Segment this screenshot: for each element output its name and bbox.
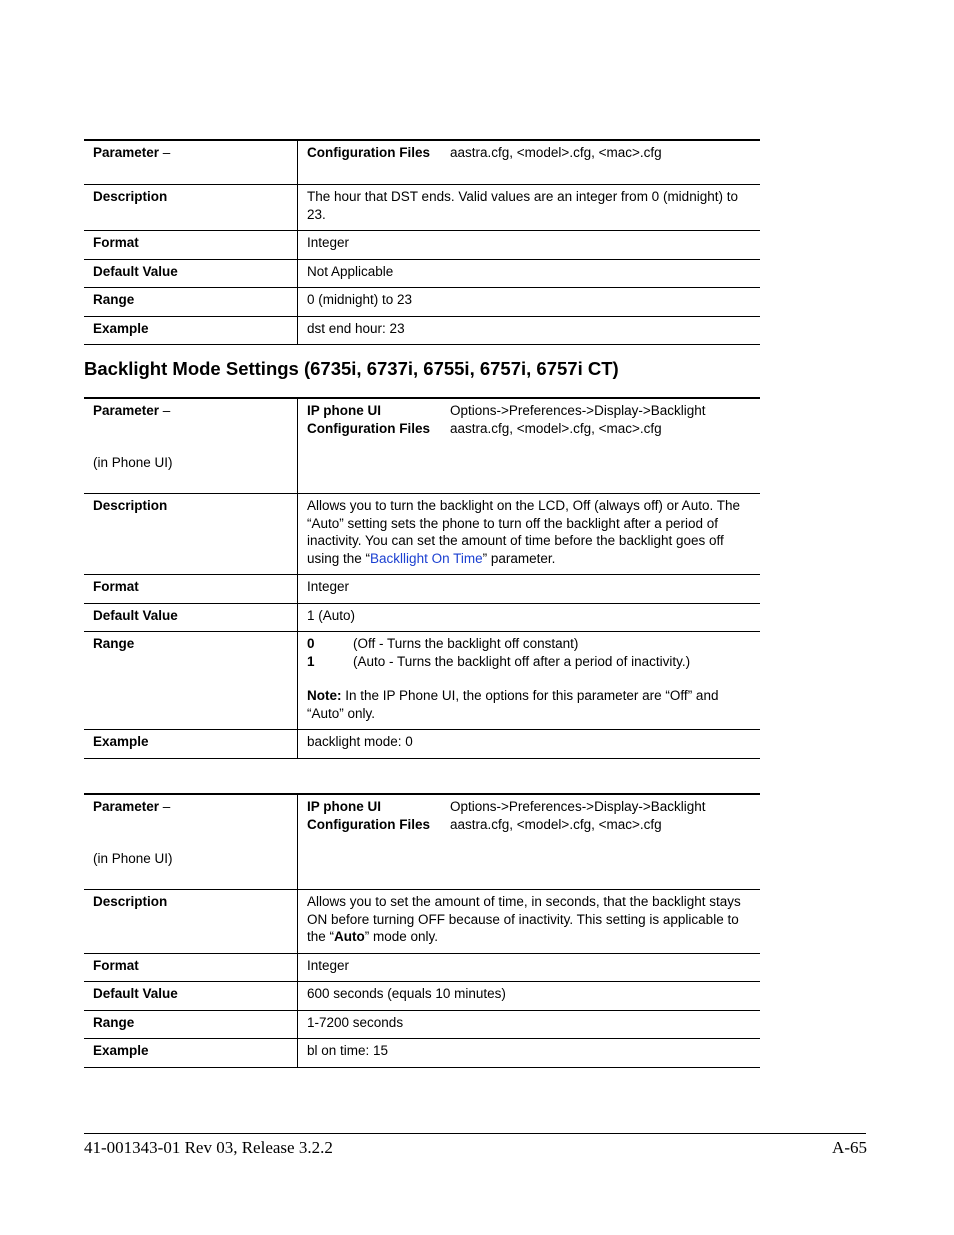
default-value: 600 seconds (equals 10 minutes) [298,982,761,1011]
backlight-on-time-table [84,793,760,1068]
description-value: Allows you to set the amount of time, in seconds, that the backlight stays ON before turning OFF because of inactivity. This setting is applicable to the “Auto” mode only. [298,890,761,954]
in-phone-ui-note: (in Phone UI) [93,454,173,470]
description-label: Description [84,185,298,231]
example-value: bl on time: 15 [298,1039,761,1068]
page-number: A-65 [832,1138,867,1157]
range-option: 0 (Off - Turns the backlight off constant) [307,636,579,651]
description-label: Description [84,494,298,575]
config-files-key: Configuration Files [307,816,430,832]
format-label: Format [84,231,298,260]
range-option: 1 (Auto - Turns the backlight off after a period of inactivity.) [307,653,691,669]
parameter-label: Parameter – (in Phone UI) [84,794,298,890]
description-value: The hour that DST ends. Valid values are an integer from 0 (midnight) to 23. [298,185,761,231]
default-label: Default Value [84,982,298,1011]
example-label: Example [84,1039,298,1068]
format-label: Format [84,575,298,604]
format-row [84,231,760,260]
range-label: Range [84,288,298,317]
parameter-value [298,398,761,494]
dst-end-hour-table [84,139,760,345]
default-value: Not Applicable [298,259,761,288]
default-row [84,603,760,632]
description-row [84,185,760,231]
range-value [298,632,761,730]
format-value: Integer [298,953,761,982]
section-heading: Backlight Mode Settings (6735i, 6737i, 6755i, 6757i, 6757i CT) [84,358,619,379]
in-phone-ui-note: (in Phone UI) [93,850,173,866]
parameter-row [84,398,760,494]
range-label: Range [84,1010,298,1039]
backlight-mode-table [84,397,760,759]
config-files-value: aastra.cfg, <model>.cfg, <mac>.cfg [450,145,662,160]
document-revision: 41-001343-01 Rev 03, Release 3.2.2 [84,1138,333,1157]
range-value: 1-7200 seconds [298,1010,761,1039]
example-row [84,1039,760,1068]
range-label: Range [84,632,298,730]
default-label: Default Value [84,259,298,288]
parameter-row [84,140,760,185]
default-label: Default Value [84,603,298,632]
parameter-label: Parameter – (in Phone UI) [84,398,298,494]
footer-rule [84,1133,866,1134]
backlight-on-time-link[interactable]: Backllight On Time [370,550,483,566]
format-value: Integer [298,575,761,604]
config-files-key: Configuration Files [307,420,430,436]
parameter-value [298,794,761,890]
description-row [84,890,760,954]
format-value: Integer [298,231,761,260]
ip-phone-ui-path: Options->Preferences->Display->Backlight [450,799,706,814]
example-row [84,316,760,345]
default-value: 1 (Auto) [298,603,761,632]
range-value: 0 (midnight) to 23 [298,288,761,317]
default-row [84,259,760,288]
default-row [84,982,760,1011]
ip-phone-ui-key: IP phone UI [307,403,382,418]
example-label: Example [84,730,298,759]
ip-phone-ui-path: Options->Preferences->Display->Backlight [450,403,706,418]
range-note: Note: In the IP Phone UI, the options for this parameter are “Off” and “Auto” only. [307,688,719,721]
parameter-row [84,794,760,890]
description-row [84,494,760,575]
config-files-value: aastra.cfg, <model>.cfg, <mac>.cfg [450,816,662,832]
range-row [84,1010,760,1039]
ip-phone-ui-key: IP phone UI [307,799,382,814]
parameter-label: Parameter – [84,140,298,185]
description-label: Description [84,890,298,954]
example-row [84,730,760,759]
format-row [84,953,760,982]
example-value: backlight mode: 0 [298,730,761,759]
config-files-key: Configuration Files [307,145,430,160]
config-files-value: aastra.cfg, <model>.cfg, <mac>.cfg [450,420,662,436]
format-row [84,575,760,604]
range-row [84,288,760,317]
parameter-value [298,140,761,185]
description-value: Allows you to turn the backlight on the LCD, Off (always off) or Auto. The “Auto” setting sets the phone to turn off the backlight after a period of inactivity. You can set the amount of time before the backlight goes off using the “Backllight On Time” parameter. [298,494,761,575]
example-label: Example [84,316,298,345]
example-value: dst end hour: 23 [298,316,761,345]
format-label: Format [84,953,298,982]
range-row [84,632,760,730]
